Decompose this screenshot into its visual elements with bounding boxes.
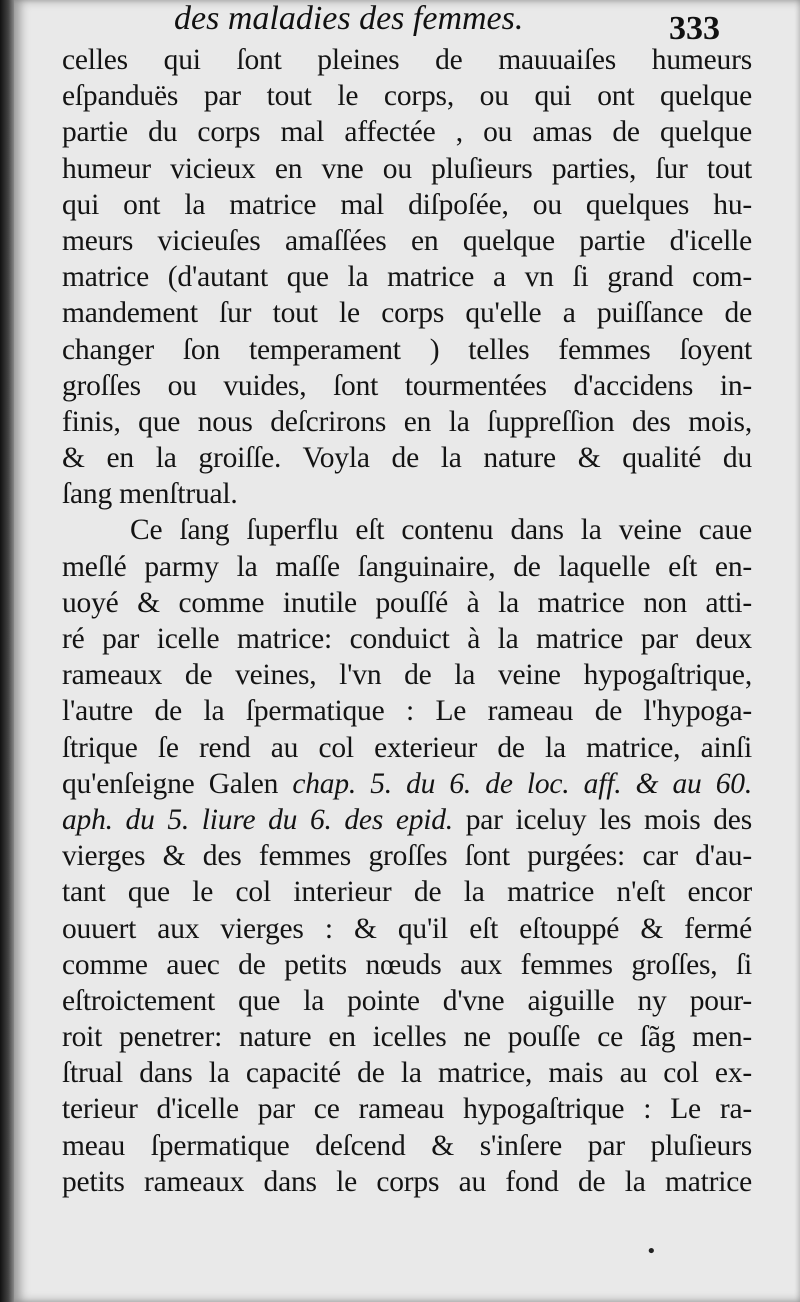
text-line: finis, que nous deſcrirons en la ſuppreſſion des mois, bbox=[62, 405, 752, 438]
running-title: des maladies des femmes. bbox=[174, 0, 524, 37]
citation-italic: aph. du 5. liure du 6. des epid. bbox=[62, 803, 453, 836]
page-number: 333 bbox=[669, 10, 720, 47]
text-line: ſtrual dans la capacité de la matrice, mais au col ex- bbox=[62, 1057, 752, 1090]
citation-italic: chap. 5. du 6. de loc. aff. & au 60. bbox=[292, 767, 752, 800]
text-line: tant que le col interieur de la matrice n'eſt encor bbox=[62, 876, 752, 909]
text-line: terieur d'icelle par ce rameau hypogaſtrique : Le ra- bbox=[62, 1093, 752, 1126]
book-spine-shadow bbox=[0, 0, 14, 1302]
text-segment: par iceluy les mois des bbox=[465, 803, 752, 836]
text-line: humeur vicieux en vne ou pluſieurs parties, ſur tout bbox=[62, 152, 752, 185]
text-line: & en la groiſſe. Voyla de la nature & qualité du bbox=[62, 442, 752, 475]
text-line: petits rameaux dans le corps au fond de la matrice bbox=[62, 1165, 752, 1198]
body-text bbox=[62, 42, 752, 1200]
text-line: groſſes ou vuides, ſont tourmentées d'accidens in- bbox=[62, 369, 752, 402]
text-line: rameaux de veines, l'vn de la veine hypogaſtrique, bbox=[62, 659, 752, 692]
text-line: mandement ſur tout le corps qu'elle a puiſſance de bbox=[62, 297, 752, 330]
text-line: meurs vicieuſes amaſſées en quelque partie d'icelle bbox=[62, 224, 752, 257]
text-line: vierges & des femmes groſſes ſont purgées: car d'au- bbox=[62, 840, 752, 873]
text-line: uoyé & comme inutile pouſſé à la matrice non atti- bbox=[62, 586, 752, 619]
text-line: ouuert aux vierges : & qu'il eſt eſtouppé & fermé bbox=[62, 912, 752, 945]
text-line: comme auec de petits nœuds aux femmes groſſes, ſi bbox=[62, 948, 752, 981]
text-line: celles qui ſont pleines de mauuaiſes humeurs bbox=[62, 44, 752, 76]
text-segment: qu'enſeigne Galen bbox=[62, 767, 279, 800]
text-line: meau ſpermatique deſcend & s'inſere par pluſieurs bbox=[62, 1129, 752, 1162]
text-line: eſpanduës par tout le corps, ou qui ont quelque bbox=[62, 80, 752, 113]
text-line: qui ont la matrice mal diſpoſée, ou quelques hu- bbox=[62, 188, 752, 221]
text-line: eſtroictement que la pointe d'vne aiguille ny pour- bbox=[62, 984, 752, 1017]
text-line: partie du corps mal affectée , ou amas de quelque bbox=[62, 116, 752, 149]
text-line: ſang menſtrual. bbox=[62, 478, 238, 511]
text-line-mixed bbox=[62, 802, 752, 838]
text-line: matrice (d'autant que la matrice a vn ſi grand com- bbox=[62, 261, 752, 294]
text-line: meſlé parmy la maſſe ſanguinaire, de laquelle eſt en- bbox=[62, 550, 752, 583]
text-line-mixed bbox=[62, 766, 752, 802]
text-line: ſtrique ſe rend au col exterieur de la matrice, ainſi bbox=[62, 731, 752, 764]
book-page bbox=[14, 0, 800, 1302]
text-line: l'autre de la ſpermatique : Le rameau de l'hypoga- bbox=[62, 695, 752, 728]
text-line: ré par icelle matrice: conduict à la matrice par deux bbox=[62, 623, 752, 655]
text-line: roit penetrer: nature en icelles ne pouſſe ce ſãg men- bbox=[62, 1021, 752, 1054]
text-line: changer ſon temperament ) telles femmes ſoyent bbox=[62, 333, 752, 366]
text-line: Ce ſang ſuperflu eſt contenu dans la veine caue bbox=[130, 514, 752, 547]
ink-speck: • bbox=[646, 1241, 657, 1262]
